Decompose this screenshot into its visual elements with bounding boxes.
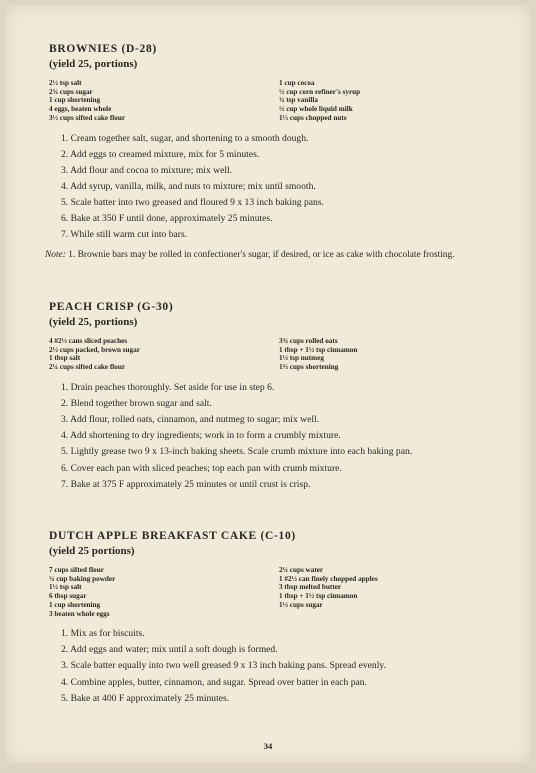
- ingredient: 1 cup shortening: [49, 96, 101, 105]
- ingredient: 4 eggs, beaten whole: [49, 105, 112, 114]
- ingredient: 1 #2½ can finely chopped apples: [279, 574, 378, 583]
- step: 1. Cream together salt, sugar, and shortening to a smooth dough.: [61, 132, 309, 144]
- ingredients-column-left: [49, 566, 279, 618]
- ingredients-column-right: [279, 566, 509, 618]
- steps-list: [45, 131, 509, 243]
- step: 7. While still warm cut into bars.: [61, 228, 188, 240]
- ingredient: ¾ tsp vanilla: [279, 96, 318, 105]
- ingredient: 1 tbsp + 1½ tsp cinnamon: [279, 592, 358, 601]
- step: 3. Add flour, rolled oats, cinnamon, and nutmeg to sugar; mix well.: [61, 413, 320, 425]
- recipe-note: [45, 249, 509, 262]
- ingredient: 2¾ cups sugar: [49, 87, 93, 96]
- step: 2. Add eggs to creamed mixture, mix for 5 minutes.: [61, 148, 260, 160]
- step: 1. Mix as for biscuits.: [61, 628, 145, 640]
- ingredient: 3 beaten whole eggs: [49, 609, 110, 618]
- step: 5. Scale batter into two greased and floured 9 x 13 inch baking pans.: [61, 196, 324, 208]
- step: 3. Scale batter equally into two well greased 9 x 13 inch baking pans. Spread evenly.: [61, 660, 386, 672]
- step: 2. Add eggs and water; mix until a soft dough is formed.: [61, 644, 278, 656]
- ingredients-column-left: [49, 337, 279, 372]
- ingredient: 1⅔ cups shortening: [279, 363, 339, 372]
- recipe-title: DUTCH APPLE BREAKFAST CAKE (C-10): [49, 530, 296, 542]
- recipe-yield: (yield 25, portions): [49, 316, 138, 328]
- recipe-dutch-apple-breakfast-cake: [45, 530, 509, 707]
- ingredient: ¼ cup baking powder: [49, 574, 116, 583]
- ingredient: 2¼ cups water: [279, 566, 324, 574]
- ingredient: 3½ cups sifted cake flour: [49, 113, 126, 122]
- ingredient: 1⅓ cups chopped nuts: [279, 113, 347, 122]
- recipe-peach-crisp: [45, 301, 509, 493]
- ingredients-list: [49, 337, 509, 372]
- ingredient: 6 tbsp sugar: [49, 592, 87, 601]
- step: 3. Add flour and cocoa to mixture; mix well.: [61, 164, 233, 176]
- step: 5. Bake at 400 F approximately 25 minutes.: [61, 693, 230, 705]
- step: 5. Lightly grease two 9 x 13-inch baking sheets. Scale crumb mixture into each baking pan.: [61, 445, 413, 457]
- ingredients-column-right: [279, 79, 509, 123]
- ingredient: 3 tbsp melted butter: [279, 583, 342, 592]
- ingredient: 4 #2½ cans sliced peaches: [49, 337, 128, 345]
- page-number: 34: [263, 741, 273, 751]
- recipe-yield: (yield 25 portions): [49, 545, 135, 557]
- step: 2. Blend together brown sugar and salt.: [61, 397, 212, 409]
- ingredient: 2¼ cups sifted cake flour: [49, 363, 126, 372]
- steps-list: [45, 626, 509, 707]
- steps-list: [45, 380, 509, 493]
- ingredient: 1 tbsp + 1½ tsp cinnamon: [279, 345, 358, 354]
- ingredients-column-left: [49, 79, 279, 123]
- step: 4. Add shortening to dry ingredients; work in to form a crumbly mixture.: [61, 429, 341, 441]
- ingredient: 1½ tsp salt: [49, 583, 82, 592]
- step: 6. Cover each pan with sliced peaches; top each pan with crumb mixture.: [61, 462, 342, 474]
- ingredients-list: [49, 79, 509, 123]
- step: 4. Combine apples, butter, cinnamon, and sugar. Spread over batter in each pan.: [61, 677, 367, 689]
- step: 4. Add syrup, vanilla, milk, and nuts to mixture; mix until smooth.: [61, 180, 316, 192]
- recipe-title: PEACH CRISP (G-30): [49, 301, 174, 313]
- ingredient: 2½ tsp salt: [49, 79, 82, 87]
- ingredients-column-right: [279, 337, 509, 372]
- ingredient: ½ cup corn refiner's syrup: [279, 87, 361, 96]
- ingredient: 1½ cups sugar: [279, 600, 323, 609]
- ingredients-list: [49, 566, 509, 618]
- step: 7. Bake at 375 F approximately 25 minutes or until crust is crisp.: [61, 478, 311, 490]
- cookbook-page: [5, 5, 531, 763]
- step: 6. Bake at 350 F until done, approximately 25 minutes.: [61, 212, 273, 224]
- recipe-yield: (yield 25, portions): [49, 58, 138, 70]
- note-text: 1. Brownie bars may be rolled in confectioner's sugar, if desired, or ice as cake with chocolate frosting.: [68, 249, 455, 260]
- ingredient: 3¾ cups rolled oats: [279, 337, 338, 345]
- ingredient: 1 cup shortening: [49, 600, 101, 609]
- note-label: Note:: [45, 249, 66, 260]
- recipe-brownies: [45, 43, 509, 261]
- ingredient: 7 cups sifted flour: [49, 566, 104, 574]
- ingredient: 1 tbsp salt: [49, 354, 81, 363]
- ingredient: ½ cup whole liquid milk: [279, 105, 353, 114]
- ingredient: 1 cup cocoa: [279, 79, 315, 87]
- ingredient: 1½ tsp nutmeg: [279, 354, 324, 363]
- recipe-title: BROWNIES (D-28): [49, 43, 157, 55]
- ingredient: 2½ cups packed, brown sugar: [49, 345, 140, 354]
- step: 1. Drain peaches thoroughly. Set aside for use in step 6.: [61, 381, 275, 393]
